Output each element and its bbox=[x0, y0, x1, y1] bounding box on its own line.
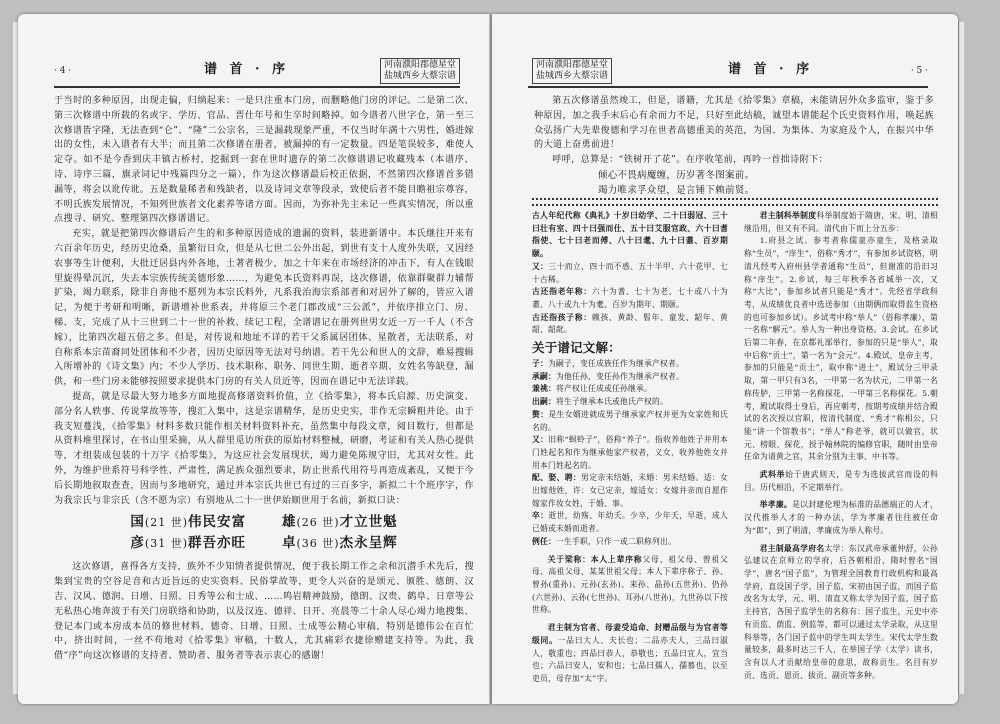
verse-line: 倾心不畏病魔缠，历岁著冬图案前。 bbox=[598, 169, 755, 181]
publisher-line: 河南濮阳郡德星堂 bbox=[536, 60, 609, 70]
note-entry: 君主制为官者、母妻受追命、封赠品级与为官者等级同。一品曰大人、夫长也；二品亦夫人，三品曰淑人，敬重也；四品曰恭人，恭敬也；五品曰宜人，宜当也；六品曰安人，安和也；七品曰孺人，孺慕也，以至吏员，母存加“太”字。 bbox=[532, 623, 728, 683]
section-heading: 关于谱记文解： bbox=[532, 340, 621, 356]
publisher-line: 盐城西乡大蔡宗谱 bbox=[536, 71, 609, 81]
running-title: 谱 首 · 序 bbox=[728, 62, 814, 77]
definition-entry: 卒：逝世，幼殇、年幼夭。少卒，少年夭，早逝，成人已婚或未婚而逝者。 bbox=[532, 511, 728, 534]
poem-line: 卓(36 世)杰永呈辉 bbox=[282, 535, 398, 552]
definition-entry: 承嗣：为他任孙，变任孙作为继承产权者。 bbox=[532, 371, 684, 381]
paragraph: 第五次修谱虽然竣工，但是，谱籍，尤其是《拾零集》章稿，未能请居外众多监审，鉴于多种原因，加之我手末后心有余而力不足，只好至此结稿，诚望本谱能起个氏史资料作用，唤起族众弘扬广大先辈俊德和学习在世者高德重美的英范，为国、为集体、为家庭及个人，在振兴中华的大道上奋勇前进！ bbox=[534, 96, 934, 151]
definition-entry: 又：旧称“螟蛉子”，俗称“养子”。指收养他姓子并用本门姓起名和作为继承他家产权者，义女，收养他姓女并用本门姓起名的。 bbox=[532, 435, 728, 470]
appendix-column-left bbox=[532, 210, 728, 686]
publisher-line: 河南濮阳郡德星堂 bbox=[383, 60, 456, 70]
definition-entry: 例任：一生手职，只作一或二职称列出。 bbox=[532, 536, 676, 546]
running-title: 谱 首 · 序 bbox=[204, 62, 290, 77]
poem-row bbox=[54, 533, 474, 554]
page-number: · 5 · bbox=[910, 66, 928, 76]
definition-entry: 赘：是生女婿进就成男子继承家产权并更为女家姓和氏名的。 bbox=[532, 409, 728, 432]
definition-entry: 配、娶、聘：男定亲未结婚，未婚：男未结婚。适：女出嫁他姓，许：女已定亲，嫁适女：女嫁并亲而自愿作嫁家作妆女姓，于婚、事。 bbox=[532, 473, 728, 508]
age-term-entry: 又：三十而立、四十而不惑、五十半甲、六十花甲、七十古稀。 bbox=[532, 261, 728, 284]
poem-row bbox=[54, 512, 474, 533]
age-term-entry: 古还指孩子称：赖孩、黄龄、髫年、童发、龆年、黄龆、龆龀。 bbox=[532, 312, 729, 335]
poem-line: 国(21 世)伟民安富 bbox=[130, 514, 246, 531]
dotted-divider bbox=[532, 198, 938, 206]
right-intro bbox=[534, 94, 934, 198]
poem-line: 彦(31 世)群吾亦旺 bbox=[130, 535, 246, 552]
paragraph: 呼呼，总算是：“铁树开了花”。在序收笔前，再吟一首拙诗附下： bbox=[552, 155, 829, 166]
definition-entry: 出嗣：将生子继承本氏或他氏产权的。 bbox=[532, 397, 668, 407]
generation-poem bbox=[54, 512, 474, 554]
right-header bbox=[528, 46, 928, 88]
note-entry: 君主制最高学府名太学：东汉武帝承董仲舒，公孙弘建议在京师立的学府，后各朝相沿，隋时曾名“国学”，唐名“国子监”，为管理全国教育行政机构和最高学府，直设国子学，国子监，宋初由国子监，而国子监改名为太学，元、明、清直又称太学为国子监，国子监主持官，各国子监学生的名称有：国子监生，元史中亦有贡监、荫监、例监等，都可以通过太学录取，从这里科举等，各门国子监中的学生叫太学生。宋代太学生数量较多，最多时达三千人，在举国子学（太学）读书，含有以人才贡献给皇帝的意思，故称贡生。名目有岁贡、选贡、恩贡、拔贡、副贡等多种。 bbox=[744, 543, 938, 680]
paragraph: 于当时的多种原因，出现走偏，归绱起来：一是只注重本门房，而删略他门房的评记。二是第二次、第三次修谱中所载的名或字、学历、官品、晋仕年号和生卒时间略掉。如今谱者八世字仓，第一至三次修谱皆字隆，无法查到“仑”、“隆”二公宗名，三是漏载现象严重，不仅当时年满十六男性，婚进嫁出的女性，未入谱者有大半；而且第二次修谱在册者，被漏掉的有一定数量。四是笔误较多，难使人定夺。如不是今香到庆丰镇古桥村，挖掘到一套在世时遗存的第二次修谱谱记收藏残本（本谱序、诗、诗序三篇，旗录词记中残篇四分之一篇），作为这次修谱最后校正依据，不然第四次修谱首多错漏等，将会以讹传讹。五是数量稀者和残缺者，以及诗词文章等段录，致使后者不能目瞻祖宗尊容，不明氏族发展情况，不知列世族者文化素养等诸方面。因而，为弥补先主未记一些真实情况，所以重点搜寻、研究、整理第四次修谱谱记。 bbox=[54, 96, 474, 225]
publisher-line: 盐城西乡大蔡宗谱 bbox=[383, 71, 456, 81]
paragraph: 这次修谱，喜得各方支持，族外不少知情者提供情况，便于我长期工作之余和沉潜手术先后，搜集到宝贵的空谷足音和古近旨远的史实资料、民俗掌故等，更令人兴奋的是颂元、颁胜、德朗、汉吉、汉风、德润、日增、日照、日秀等公和士成、……鸣岩精神鼓励，德朗、汉贵、鹤阜、日章等公无私热心地奔波于有关门房联络和协助，以及汉连、德祥、日开、亮晨等二十余人尽心竭力地搜集、登记本门或本房成本员的修世材料，德奇、日增、日照、士成等公精心审稿，特别是德伟公在百忙中，挤出时间，一丝不苟地对《拾零集》审稿，十数人，尤其痛彩衣捷徐赠建支持等。为此，我借“序”向这次修谱的支持者、赞助者、服务者等表示衷心的感谢！ bbox=[54, 562, 474, 662]
note-entry: 举孝廉。是以封建伦理为标准的品德端正的人才，汉代推举人才的一种办法，学为孝廉者往往被任命为“郎”，到了明清，孝廉成为举人称号。 bbox=[744, 500, 938, 535]
right-page bbox=[492, 14, 958, 704]
page-number: · 4 · bbox=[54, 66, 72, 76]
definition-entry: 兼祧：将产权让任成或任孙继承。 bbox=[532, 384, 652, 394]
publisher-box bbox=[380, 58, 460, 84]
paragraph: 充实，就是把第四次修谱后产生的和多种原因造成的遗漏的资料，装进新谱中。本氏继往开来有六百余年历史，经历史沧桑，虽繁衍日众，但是从七世二公外出起，到世有支十人度外失联，又因经农事等生计便利，大批迁居县内外各地，土著者极少，加之十年来在市场经济的冲击下，有人在钱眼里旋得晕沉沉，失去本宗族传统美德形象……，为避免本氏资料再误，这次修谱，依靠群聚群力辅帮扩染，竭力联系，除非自奔他不愿列为本宗氏料外，凡系我治海宗系部者和对居外了解的，皆应入谱记，为便于考研和明晰，新谱增补世系表，并将原三个老门郡改成“三公派”，并依序排立门、房、梯、支，完成了从十三世到二十一世的补救、续记工程，全谱谱记在册列世男女近一万一千人（不含嫁），比第四次超五倍之多。但是，对传说和地址不详的若干父系属居团体、星散者，无法联系，对自称系本宗苗裔同处团体和不少者，因历史原因等无法对号纳谱。若干先公和世人的文辞，难易搜辑入所增补的《诗文集》内；不少人学历、技术职称、职务、同世生期、逝者卒期、女姓名等缺登，漏供，和一些门房未能够按照要求提供本门房的有关人员近等，因而在谱记中无法详载。 bbox=[54, 229, 474, 388]
note-entry: 关于梁称：本人上辈序称父母、祖父母、曾祖父母、高祖父母、某某世祖父母；本人下辈序称子、孙、曾孙(重孙)、元孙(玄孙)、来孙、晶孙(五世孙)、仍孙(六世孙)、云孙(七世孙)、耳孙(八世孙)，九世孙以下按世称。 bbox=[532, 554, 729, 615]
left-header bbox=[54, 46, 460, 88]
paragraph: 提高，就是尽最大努力地多方面地提高修谱资料价值，立《拾零集》，将本氏启源、历史演变、部分名人轶事、传说掌故等等，搜汇入集中，这是宗谱精华，是历史史实，非作无宗瞬粗并论。由于我支短蔓浅，《拾零集》材料多数只能作相关材料资料补充，虽然集中每段文章，阅目数行，但都是从资料堆里探讨，在书山里采摘，从人群里觅访所获的原始材料整械，研磨，考证和有关人热心提供等，才组装成包装的十万字《拾零集》，为这应社会发展现状，竭力避免陈规守旧，尤其对女性。此外，为维护世系符号科学性、严肃性，满足族众强烈要求，防止世系代用符号再造成紊乱，又便于今后长期地叙取查查，因而与多地研究，通过并本宗氏共世已有过的三百多字，新拟二十个班序字，作为我宗氏与非宗氏（含不愿为宗）有别地从二十一世伊始顺世用于名前，新拟口诀： bbox=[54, 391, 474, 506]
poem-line: 雄(26 世)才立世魁 bbox=[282, 514, 398, 531]
left-page bbox=[18, 14, 490, 704]
note-entry: 武科举始于唐武则天，是专为选拔武官而设的科目。历代相沿，不定期举行。 bbox=[744, 470, 938, 492]
age-term-entry: 古人年纪代称《典礼》十岁曰幼学、二十曰弱冠、三十曰壮有室、四十曰强而仕、五十曰艾服官政、六十曰耆指使、七十曰老而傅、八十曰耄、九十曰耋、百岁期颐。 bbox=[532, 211, 728, 259]
note-entry: 君主制科举制度科举制度始于隋唐，宋、明、清相继沿用，但又有不同。清代由下而上分五步： bbox=[744, 211, 939, 233]
left-body bbox=[54, 94, 474, 664]
publisher-box bbox=[532, 58, 612, 84]
note-entry: 1.府县之试。参考者称儒童亦童生，及格录取称“生员”，“庠生”，俗称“秀才”，有参加乡试资格，明清凡经考入府州县学者通称“生员”，但谢准的沿旧习称“庠生”。2.乡试，每三年秋季各省城举一次，又称“大比”，参加乡试者只能是“秀才”。先经省学政科考，从成绩优良者中选送参加（由期俩而取得监生资格的也可参加乡试）。乡试考中称“举人”（俗称孝廉），第一名称“解元”。举人为一种出身资格。3.会试。在乡试后第二年春，在京都礼部举行，参加的只是“举人”，取中后称“贡士”，第一名为“会元”。4.殿试，皇帝主考，参加的只能是“贡士”，取中称“进士”，殿试分三甲录取，第一甲只有3名，一甲第一名为状元，二甲第一名称传胪，三甲第一名称探花，一甲第三名称探花。5.朝考，殿试取得士身后，再应朝考，按期考成绩并结合殿试的名次授以官职，按清代制度，“秀才”称相公，只能“讲一个馆教书”；“举人”称老爷，就可以做官，状元、榜眼、探花，授予翰林院的编修官职，随时由皇帝任命为请黄之官，其余分别为主事、中书等。 bbox=[744, 236, 938, 462]
verse-line: 竭力唯求孚众望，是言锤下赖前贤。 bbox=[598, 184, 755, 196]
age-term-entry: 古还指老年称：六十为耆、七十为老、七十或八十为耋、八十或九十为耄、百岁为期年、期颐。 bbox=[532, 287, 729, 309]
definition-entry: 子：为嗣子，变任成族任作为继承产权者。 bbox=[532, 359, 684, 369]
appendix-column-right bbox=[744, 210, 938, 682]
